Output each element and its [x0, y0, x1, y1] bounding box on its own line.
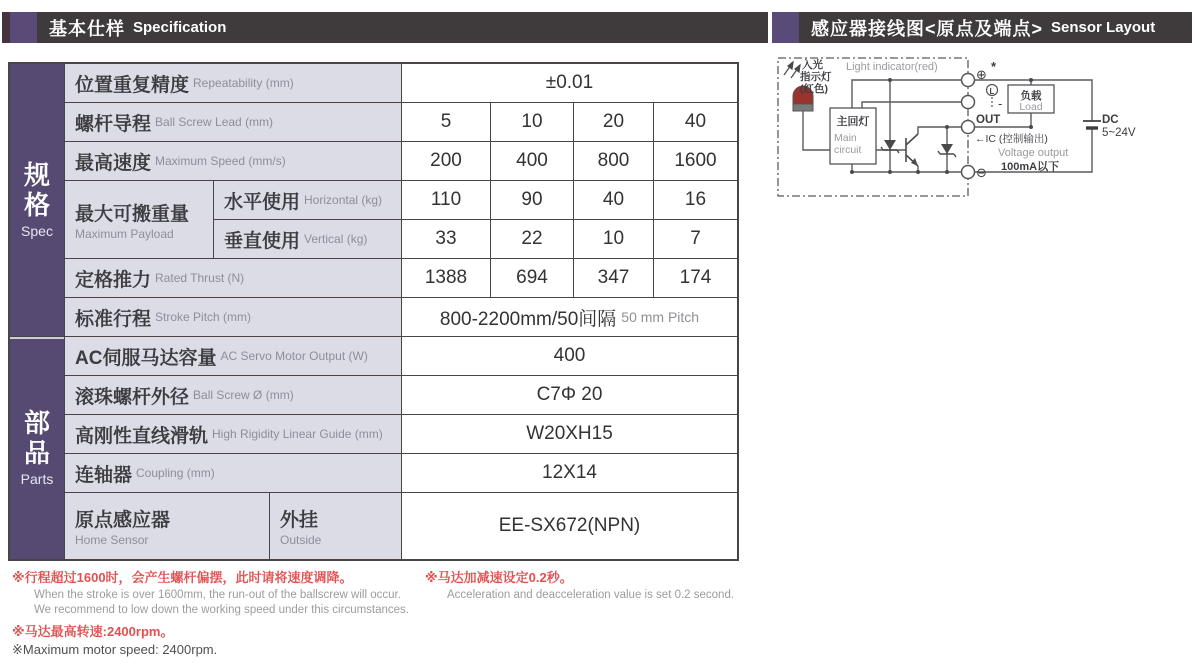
value-horizontal-3: 40 [574, 181, 653, 219]
row-horizontal-label [214, 181, 401, 219]
row-lead-label [65, 103, 401, 141]
note-stroke-warning-en2: We recommend to low down the working speed under this circumstances. [34, 604, 409, 617]
label-en: Rated Thrust (N) [155, 271, 245, 285]
value-vertical-1: 33 [402, 220, 490, 258]
value-motor: 400 [402, 337, 737, 375]
spine-parts-en: Parts [20, 470, 54, 487]
label-en: Stroke Pitch (mm) [155, 310, 252, 324]
label-en: Ball Screw Ø (mm) [193, 388, 294, 402]
header-purple-square [10, 12, 37, 43]
spine-spec [10, 64, 64, 336]
label-en: Coupling (mm) [136, 466, 215, 480]
load-label-zh: 负载 [1020, 90, 1042, 102]
value-speed-2: 400 [491, 142, 573, 180]
label-zh: 最高速度 [75, 152, 152, 174]
incident-light-arrows [784, 62, 800, 78]
label-zh: 水平使用 [224, 191, 301, 213]
label-en: Vertical (kg) [304, 232, 368, 246]
value-repeatability: ±0.01 [402, 64, 737, 102]
label-zh: 垂直使用 [224, 230, 301, 252]
transistor-icon [906, 134, 918, 166]
note-accel-en: Acceleration and deacceleration value is set 0.2 second. [447, 588, 735, 601]
footnotes-left [12, 571, 417, 658]
row-guide-label [65, 415, 401, 453]
label-zh: 滚珠螺杆外径 [75, 386, 190, 408]
l-terminal-minus: - [998, 96, 1003, 111]
value-horizontal-1: 110 [402, 181, 490, 219]
label-zh: 原点感应器 [75, 510, 171, 531]
row-stroke-label [65, 298, 401, 336]
spec-header-title-en: Specification [133, 19, 227, 36]
label-en: Horizontal (kg) [304, 193, 383, 207]
row-repeatability-label [65, 64, 401, 102]
main-circuit-en1: Main [834, 132, 857, 144]
note-motor-speed-en: ※Maximum motor speed: 2400rpm. [12, 642, 218, 658]
battery-icon [1083, 121, 1101, 128]
spine-parts [10, 337, 64, 559]
value-lead-4: 40 [654, 103, 737, 141]
label-zh: 标准行程 [75, 308, 152, 330]
note-stroke-warning-en1: When the stroke is over 1600mm, the run-out of the ballscrew will occur. [34, 588, 401, 601]
label-zh: AC伺服马达容量 [75, 347, 217, 369]
value-lead-3: 20 [574, 103, 653, 141]
value-coupling: 12X14 [402, 454, 737, 492]
note-motor-speed-zh: ※马达最高转速:2400rpm。 [12, 624, 174, 640]
sensor-diagram-svg [766, 48, 1200, 208]
label-zh: 螺杆导程 [75, 113, 152, 135]
label-en: Maximum Speed (mm/s) [155, 154, 286, 168]
label-zh: 高刚性直线滑轨 [75, 425, 209, 447]
label-en: High Rigidity Linear Guide (mm) [212, 427, 383, 441]
value-vertical-3: 10 [574, 220, 653, 258]
row-motor-label [65, 337, 401, 375]
minus-terminal-label: ⊖ [976, 165, 987, 180]
asterisk-mark: * [991, 59, 997, 74]
label-en: Repeatability (mm) [193, 76, 294, 90]
value-lead-2: 10 [491, 103, 573, 141]
value-stroke-note: 50 mm Pitch [621, 309, 700, 325]
row-sensor-label [65, 493, 269, 559]
label-zh: 位置重复精度 [75, 74, 190, 96]
row-thrust-label [65, 259, 401, 297]
led-label-2: 指示灯 [800, 71, 832, 83]
label-en: Outside [280, 533, 322, 547]
row-coupling-label [65, 454, 401, 492]
value-thrust-4: 174 [654, 259, 737, 297]
value-thrust-2: 694 [491, 259, 573, 297]
dc-label: DC [1102, 114, 1119, 126]
row-ballscrew-label [65, 376, 401, 414]
row-sensor-sublabel [270, 493, 401, 559]
sensor-header-title-en: Sensor Layout [1051, 19, 1156, 36]
value-ballscrew: C7Φ 20 [402, 376, 737, 414]
specification-table [8, 62, 739, 561]
spine-spec-zh: 规格 [23, 160, 50, 220]
header-bar [799, 12, 1192, 43]
ic-output-label: ←IC (控制输出) [975, 133, 1048, 145]
note-accel-zh: ※马达加减速设定0.2秒。 [425, 570, 573, 585]
value-guide: W20XH15 [402, 415, 737, 453]
value-speed-3: 800 [574, 142, 653, 180]
led-label-3: (红色) [800, 83, 828, 95]
value-stroke [402, 298, 737, 336]
row-speed-label [65, 142, 401, 180]
value-horizontal-4: 16 [654, 181, 737, 219]
main-circuit-en2: circuit [834, 144, 862, 156]
value-horizontal-2: 90 [491, 181, 573, 219]
header-accent-sliver [2, 12, 10, 43]
value-thrust-3: 347 [574, 259, 653, 297]
main-circuit-zh: 主回灯 [836, 116, 870, 128]
current-limit-label: 100mA以下 [1001, 161, 1060, 173]
value-thrust-1: 1388 [402, 259, 490, 297]
spine-parts-zh: 部品 [23, 408, 50, 468]
value-lead-1: 5 [402, 103, 490, 141]
header-bar [37, 12, 768, 43]
value-sensor: EE-SX672(NPN) [402, 493, 737, 559]
value-vertical-2: 22 [491, 220, 573, 258]
label-en: AC Servo Motor Output (W) [220, 349, 368, 363]
label-en: Home Sensor [75, 533, 149, 547]
spine-spec-en: Spec [21, 222, 53, 239]
spec-section-header [2, 12, 768, 43]
l-terminal-label: L [989, 87, 995, 96]
header-purple-square [772, 12, 799, 43]
voltage-output-label: Voltage output [998, 147, 1069, 159]
row-payload-label [65, 181, 213, 258]
value-speed-4: 1600 [654, 142, 737, 180]
sensor-section-header [772, 12, 1192, 43]
led-label-1: 入光 [802, 59, 823, 71]
label-en: Maximum Payload [75, 226, 174, 241]
junction-dots [850, 78, 1033, 174]
sensor-header-title-zh: 感应器接线图<原点及端点> [811, 18, 1044, 39]
dc-voltage-label: 5~24V [1102, 127, 1136, 139]
value-vertical-4: 7 [654, 220, 737, 258]
sensor-wiring-diagram [766, 48, 1200, 213]
label-zh: 连轴器 [75, 464, 133, 486]
label-zh: 最大可搬重量 [75, 203, 190, 225]
load-label-en: Load [1019, 101, 1043, 113]
plus-terminal-label: ⊕ [976, 67, 987, 82]
out-label: OUT [976, 114, 1001, 126]
light-indicator-label: Light indicator(red) [846, 61, 938, 73]
label-zh: 外挂 [280, 510, 319, 531]
note-stroke-warning-zh: ※行程超过1600时，会产生螺杆偏摆，此时请将速度调降。 [12, 570, 353, 585]
label-zh: 定格推力 [75, 269, 152, 291]
footnotes-right [425, 571, 755, 604]
row-vertical-label [214, 220, 401, 258]
value-speed-1: 200 [402, 142, 490, 180]
label-en: Ball Screw Lead (mm) [155, 115, 274, 129]
value-stroke-main: 800-2200mm/50间隔 [439, 308, 617, 330]
spec-header-title-zh: 基本仕样 [49, 18, 125, 39]
